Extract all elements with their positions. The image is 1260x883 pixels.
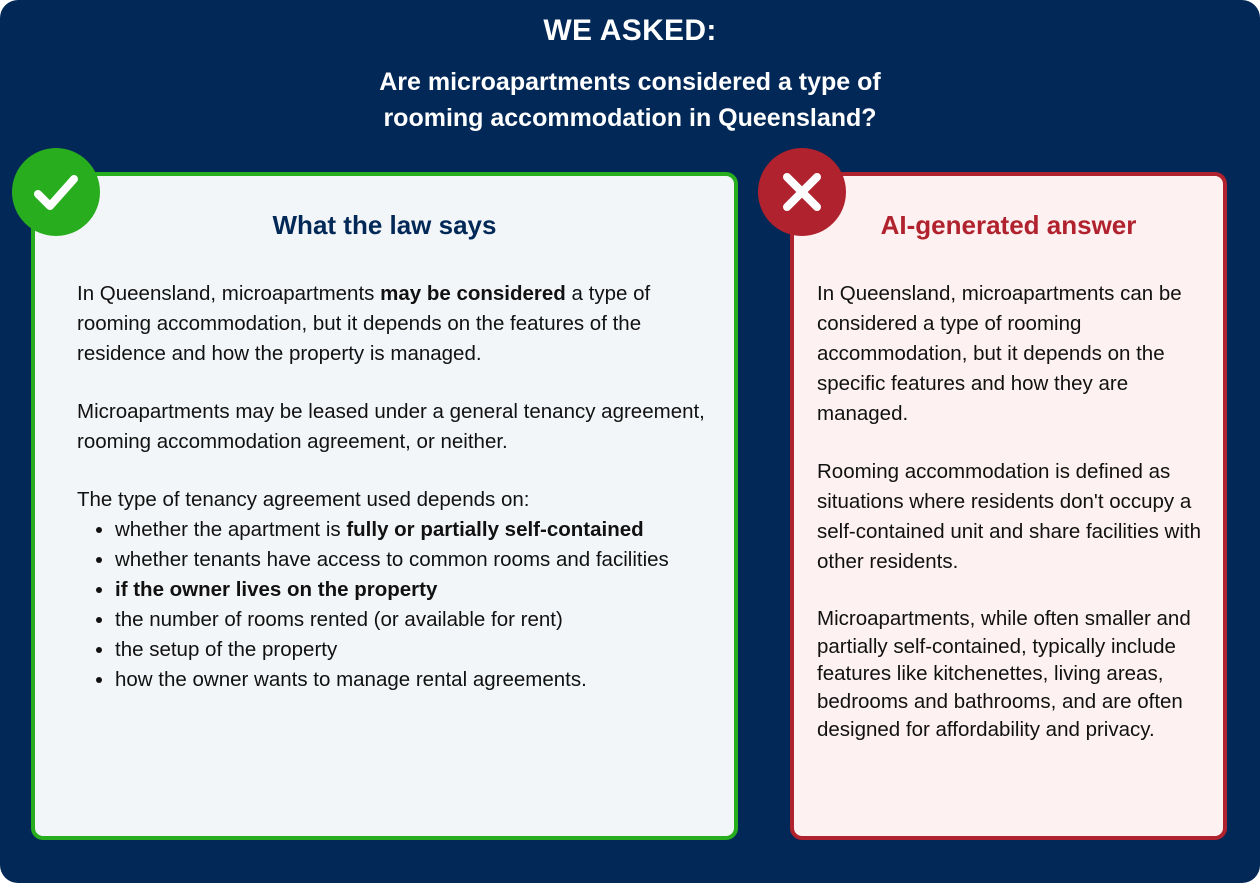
factors-list bbox=[77, 515, 717, 695]
list-item: • the setup of the property bbox=[115, 635, 717, 665]
cross-icon bbox=[758, 148, 846, 236]
ai-paragraph-3: Microapartments, while often smaller and partially self-contained, typically include features like kitchenettes, living areas, bedrooms and bathrooms, and are often designed for affordability and privacy. bbox=[817, 607, 1191, 741]
list-item bbox=[115, 575, 717, 605]
ai-panel-body bbox=[817, 279, 1212, 772]
law-paragraph-2: Microapartments may be leased under a general tenancy agreement, rooming accommodation agreement, or neither. bbox=[77, 400, 705, 453]
law-p1-end: a type of rooming accommodation, but it depends on the features of the residence and how the property is managed. bbox=[77, 282, 651, 365]
law-list-intro: The type of tenancy agreement used depends on: bbox=[77, 488, 530, 511]
list-item bbox=[115, 515, 717, 545]
question-text: Are microapartments considered a type of rooming accommodation in Queensland? bbox=[379, 68, 881, 132]
check-icon bbox=[12, 148, 100, 236]
law-paragraph-1 bbox=[77, 279, 717, 369]
check-icon-glyph bbox=[30, 166, 82, 218]
law-panel bbox=[31, 172, 738, 840]
factor-1-start: whether the apartment is bbox=[115, 518, 347, 541]
list-item: • whether tenants have access to common rooms and facilities bbox=[115, 545, 717, 575]
ai-panel bbox=[790, 172, 1227, 840]
header-title: WE ASKED: bbox=[543, 14, 717, 47]
factor-1-bold: fully or partially self-contained bbox=[346, 518, 644, 541]
list-item: • how the owner wants to manage rental agreements. bbox=[115, 665, 717, 695]
ai-paragraph-2: Rooming accommodation is defined as situations where residents don't occupy a self-contained unit and share facilities with other residents. bbox=[817, 460, 1202, 573]
ai-panel-title: AI-generated answer bbox=[880, 210, 1137, 240]
list-item: • the number of rooms rented (or available for rent) bbox=[115, 605, 717, 635]
law-panel-body bbox=[77, 279, 717, 695]
factor-3-bold: if the owner lives on the property bbox=[115, 578, 438, 601]
law-panel-title: What the law says bbox=[272, 210, 497, 240]
ai-paragraph-1: In Queensland, microapartments can be considered a type of rooming accommodation, but it depends on the specific features and how they are managed. bbox=[817, 282, 1182, 425]
law-p1-start: In Queensland, microapartments bbox=[77, 282, 381, 305]
law-p1-bold: may be considered bbox=[380, 282, 566, 305]
cross-icon-glyph bbox=[779, 169, 825, 215]
